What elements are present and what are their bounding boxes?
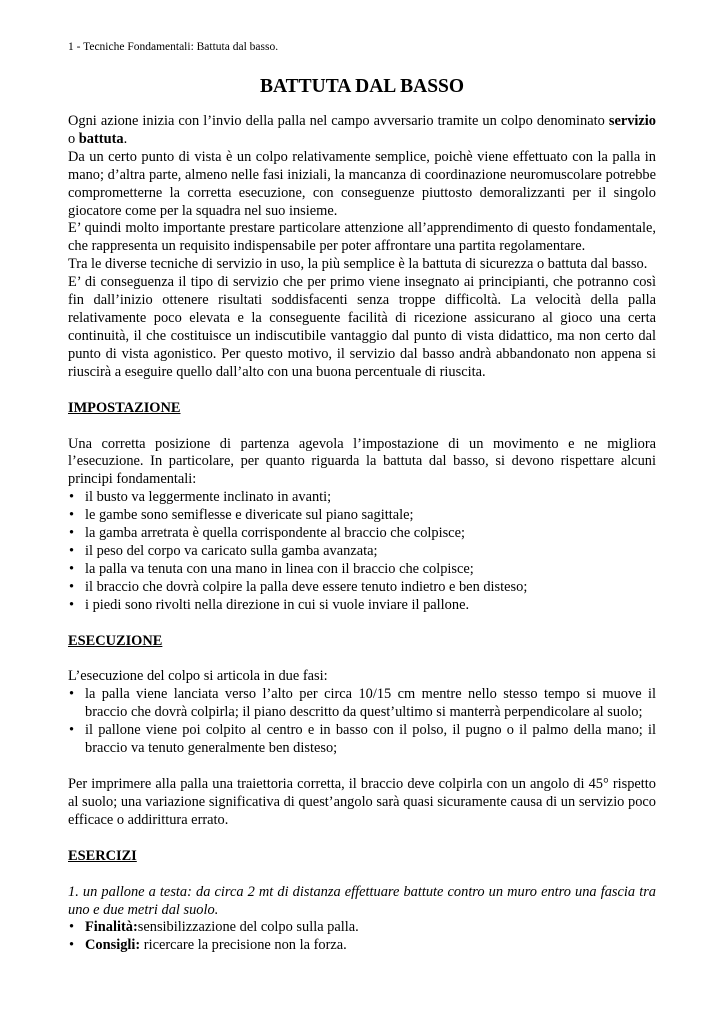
list-item-text: il peso del corpo va caricato sulla gamba avanzata; [85,542,378,559]
bullet-icon: • [69,489,75,506]
intro-text: Ogni azione inizia con l’invio della palla nel campo avversario tramite un colpo denominato [68,113,609,129]
finalita-label: Finalità: [85,919,138,936]
exercise-1: 1. un pallone a testa: da circa 2 mt di distanza effettuare battute contro un muro entro una fascia tra uno e due metri dal suolo. [68,883,656,918]
bullet-icon: • [69,686,75,703]
term-servizio: servizio [608,113,656,129]
list-item-text: la palla viene lanciata verso l’alto per circa 10/15 cm mentre nello stesso tempo si muove il braccio che dovrà colpirla; il piano descritto da quest’ultimo si manterrà perpendicolare al suolo; [85,686,656,721]
impostazione-text: Una corretta posizione di partenza agevola l’impostazione di un movimento e ne migliora l’esecuzione. In particolare, per quanto riguarda la battuta dal basso, si devono rispettare alcuni principi fondamentali: [68,435,656,488]
bullet-icon: • [69,919,75,936]
list-item [68,722,656,758]
section-heading-impostazione: IMPOSTAZIONE [68,399,181,416]
list-item [68,543,656,561]
list-item [68,579,656,597]
intro-paragraph-3: E’ quindi molto importante prestare particolare attenzione all’apprendimento di questo fondamentale, che rappresenta un requisito indispensabile per poter affrontare una partita regolamentare. [68,220,656,255]
bullet-icon: • [69,722,75,739]
bullet-icon: • [69,542,75,559]
bullet-icon: • [69,525,75,542]
bullet-icon: • [69,937,75,954]
list-item-text: la palla va tenuta con una mano in linea con il braccio che colpisce; [85,560,474,577]
list-item-text: il pallone viene poi colpito al centro e in basso con il polso, il pugno o il palmo della mano; il braccio va tenuto generalmente ben disteso; [85,722,656,757]
impostazione-list [68,489,656,614]
list-item [68,597,656,615]
bullet-icon: • [69,560,75,577]
consigli-text: ricercare la precisione non la forza. [140,937,347,954]
finalita-text: sensibilizzazione del colpo sulla palla. [137,919,359,936]
list-item [68,489,656,507]
list-item [68,525,656,543]
intro-paragraph-4: Tra le diverse tecniche di servizio in uso, la più semplice è la battuta di sicurezza o battuta dal basso. [68,256,648,273]
esecuzione-text: L’esecuzione del colpo si articola in due fasi: [68,668,328,685]
bullet-icon: • [69,578,75,595]
bullet-icon: • [69,596,75,613]
bullet-icon: • [69,507,75,524]
list-item [68,686,656,722]
list-item [68,919,656,937]
intro-connector: o [68,130,79,147]
running-header: 1 - Tecniche Fondamentali: Battuta dal basso. [68,41,279,53]
intro-period: . [123,130,128,147]
intro-paragraph-2: Da un certo punto di vista è un colpo relativamente semplice, poichè viene effettuato con la palla in mano; d’altra parte, almeno nelle fasi iniziali, la mancanza di coordinazione neuromuscolare potrebbe comprometterne la corretta esecuzione, con conseguenze piuttosto demoralizzanti per il singolo giocatore come per la squadra nel suo insieme. [68,148,656,219]
list-item [68,507,656,525]
section-heading-esercizi: ESERCIZI [68,847,137,864]
esercizi-list [68,919,656,955]
list-item [68,937,656,955]
consigli-label: Consigli: [85,937,141,954]
esecuzione-closing: Per imprimere alla palla una traiettoria corretta, il braccio deve colpirla con un angolo di 45° rispetto al suolo; una variazione significativa di quest’angolo sarà quasi sicuramente causa di un servizio poco efficace o addirittura errato. [68,776,656,828]
intro-paragraph-5: E’ di conseguenza il tipo di servizio che per primo viene insegnato ai principianti, che potranno così fin dall’inizio ottenere risultati soddisfacenti senza troppe difficoltà. La velocità della palla relativamente poco elevata e la conseguente facilità di ricezione assicurano al gioco una certa continuità, il che costituisce un indiscutibile vantaggio dal punto di vista didattico, ma non certo dal punto di vista agonistico. Per questo motivo, il servizio dal basso andrà abbandonato non appena si riuscirà a eseguire quello dall’alto con una buona percentuale di riuscita. [68,274,656,380]
list-item-text: il busto va leggermente inclinato in avanti; [85,489,332,506]
list-item-text: il braccio che dovrà colpire la palla deve essere tenuto indietro e ben disteso; [85,578,528,595]
list-item [68,561,656,579]
list-item-text: la gamba arretrata è quella corrispondente al braccio che colpisce; [85,525,465,542]
page-title: BATTUTA DAL BASSO [259,76,465,97]
list-item-text: i piedi sono rivolti nella direzione in cui si vuole inviare il pallone. [85,596,470,613]
term-battuta: battuta [78,130,124,147]
section-heading-esecuzione: ESECUZIONE [68,632,163,649]
document-body [68,113,656,955]
esecuzione-list [68,686,656,758]
intro-paragraph-1 [68,113,656,149]
list-item-text: le gambe sono semiflesse e divericate sul piano sagittale; [85,507,414,524]
